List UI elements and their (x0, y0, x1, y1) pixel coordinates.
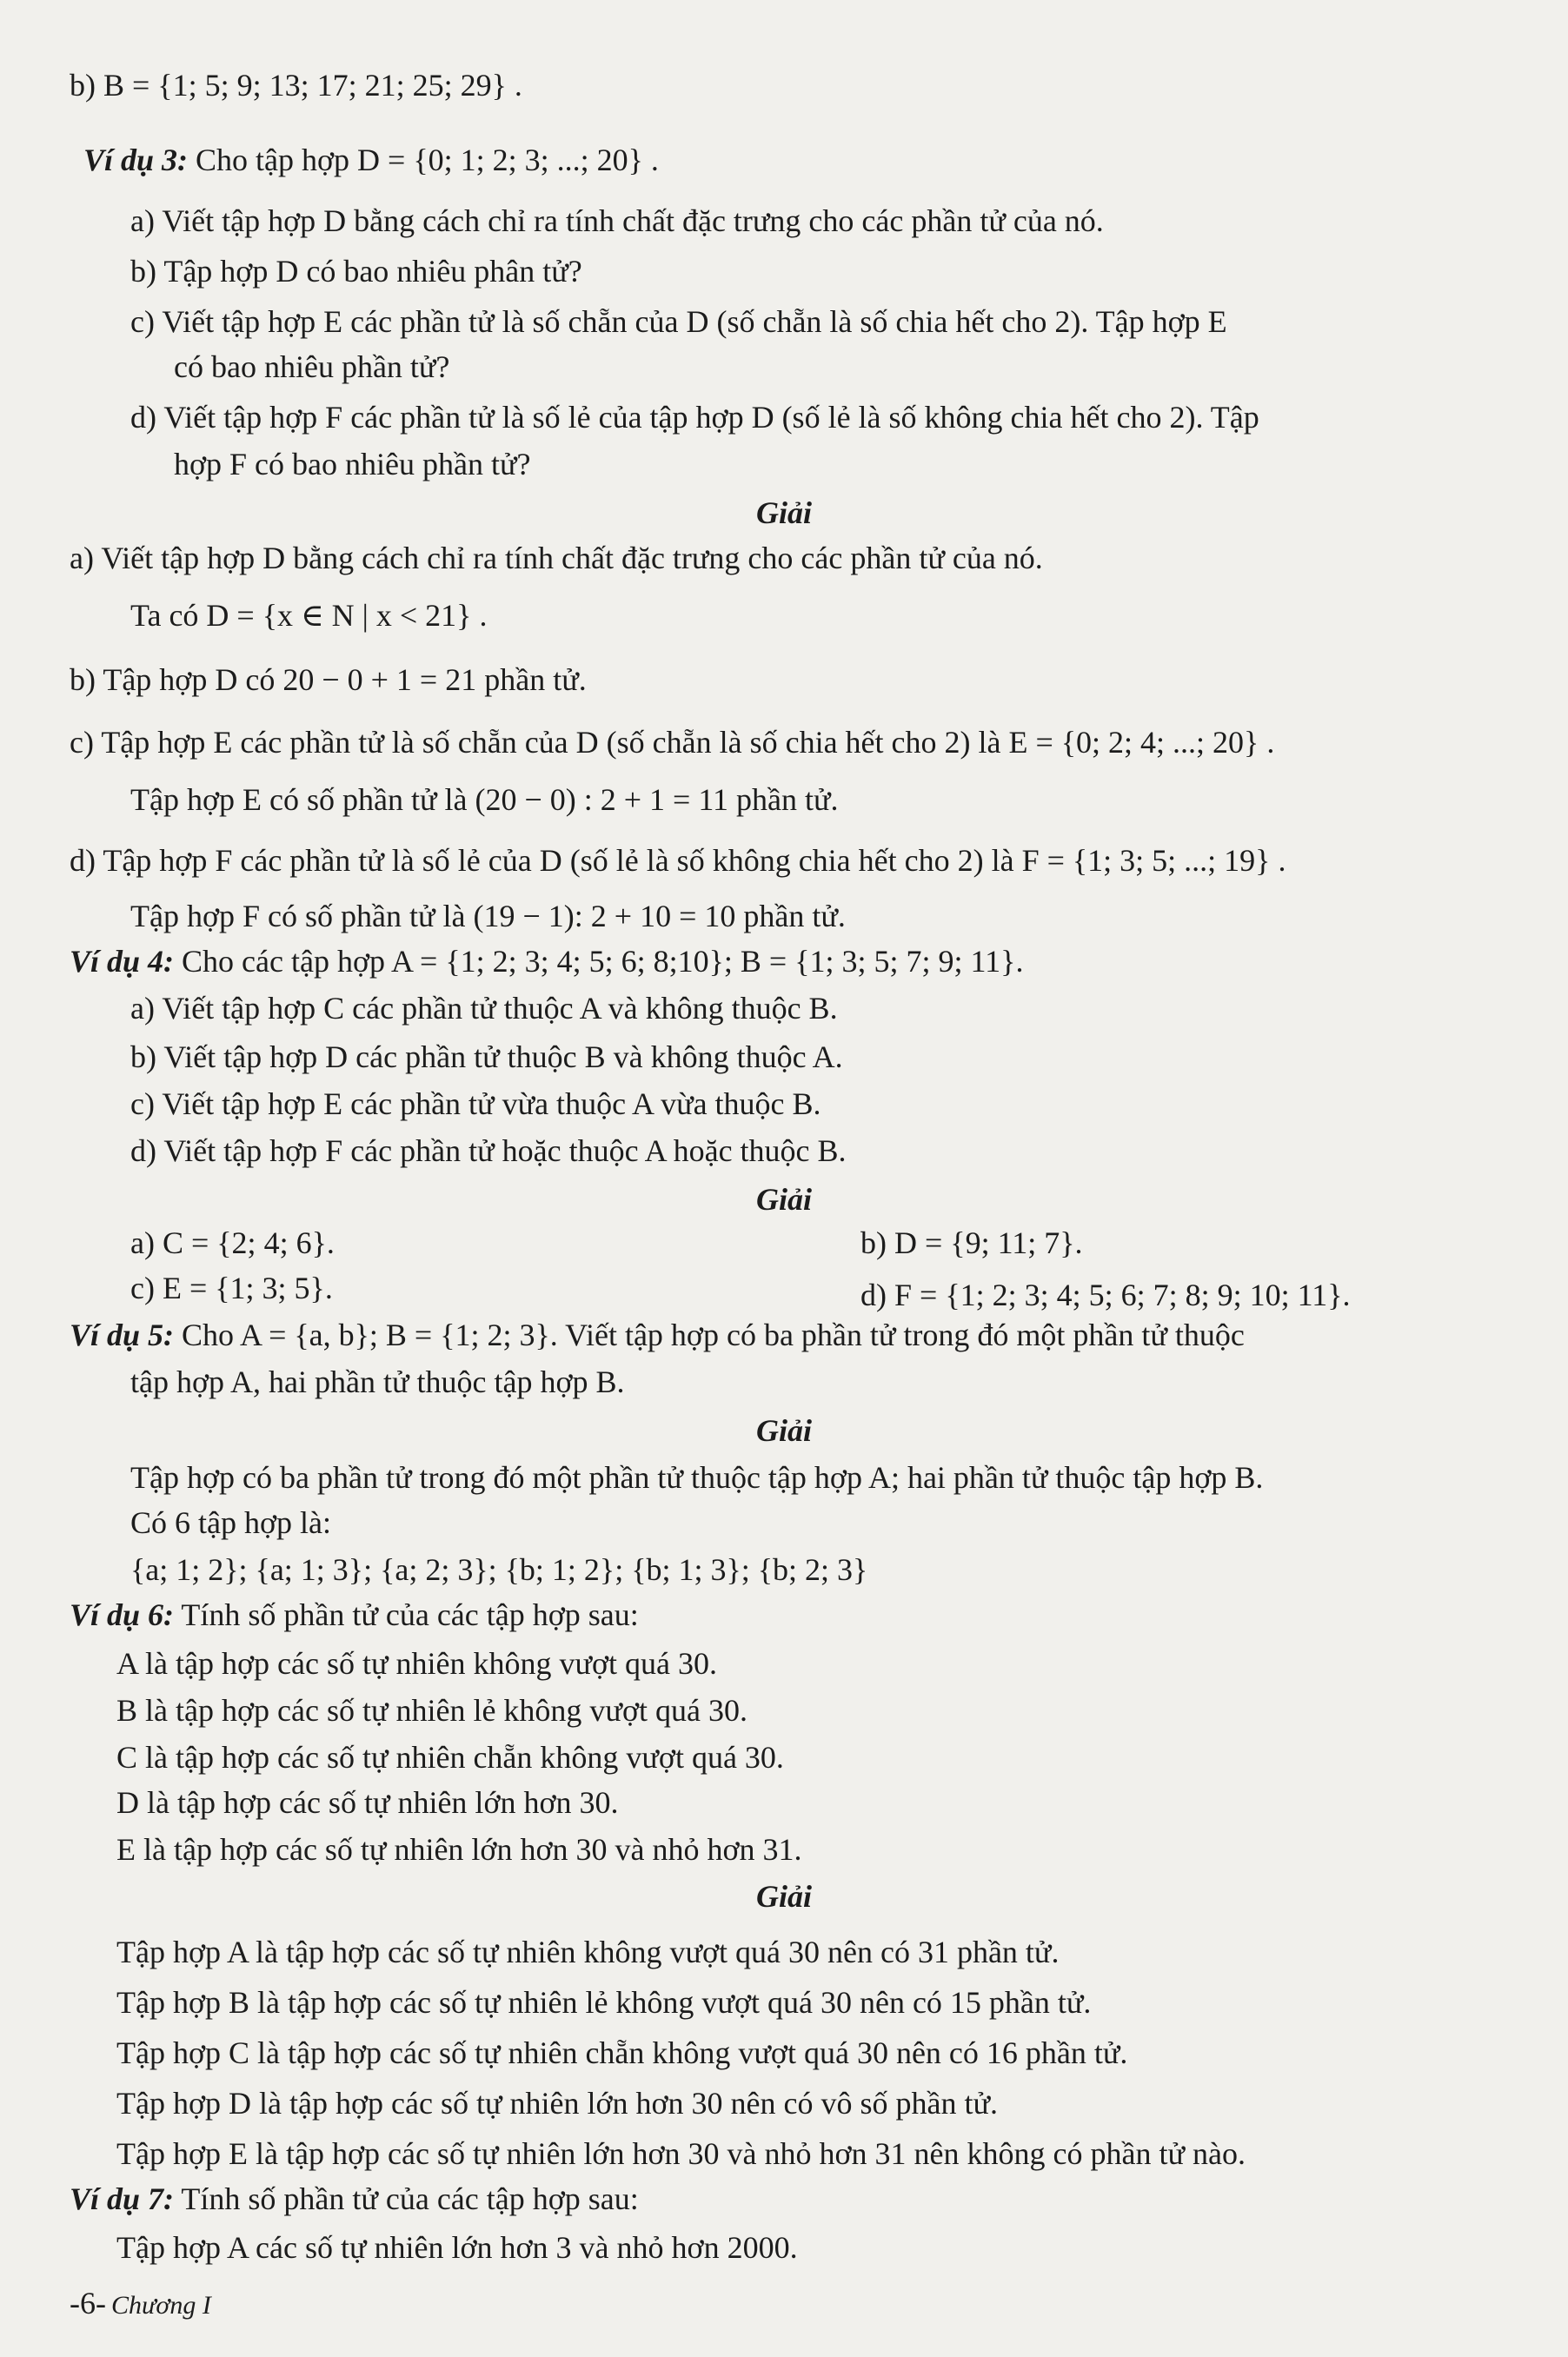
example-label: Ví dụ 6: (70, 1597, 175, 1632)
example-7-heading (70, 2180, 639, 2218)
ex6-solution-c: Tập hợp C là tập hợp các số tự nhiên chẵn không vượt quá 30 nên có 16 phần tử. (116, 2035, 1128, 2070)
example-label: Ví dụ 3: (83, 143, 189, 177)
ex5-solution-sets: {a; 1; 2}; {a; 1; 3}; {a; 2; 3}; {b; 1; 2}; {b; 1; 3}; {b; 2; 3} (130, 1552, 868, 1587)
chapter-label: Chương I (110, 2291, 211, 2320)
ex6-solution-d: Tập hợp D là tập hợp các số tự nhiên lớn hơn 30 nên có vô số phần tử. (116, 2086, 998, 2121)
example-6-heading (70, 1596, 639, 1634)
ex3-solution-c-count: Tập hợp E có số phần tử là (20 − 0) : 2 + 1 = 11 phần tử. (130, 782, 839, 817)
ex4-question-d: d) Viết tập hợp F các phần tử hoặc thuộc A hoặc thuộc B. (130, 1133, 847, 1168)
example-label: Ví dụ 4: (70, 944, 175, 979)
ex7-set-a: Tập hợp A các số tự nhiên lớn hơn 3 và nhỏ hơn 2000. (116, 2230, 798, 2265)
example-text: Cho các tập hợp A = {1; 2; 3; 4; 5; 6; 8;10}; B = {1; 3; 5; 7; 9; 11}. (174, 944, 1024, 979)
ex5-solution-2: Có 6 tập hợp là: (130, 1505, 332, 1540)
example-label: Ví dụ 5: (70, 1318, 175, 1352)
ex4-question-c: c) Viết tập hợp E các phần tử vừa thuộc A vừa thuộc B. (130, 1086, 821, 1121)
ex6-solution-e: Tập hợp E là tập hợp các số tự nhiên lớn hơn 30 và nhỏ hơn 31 nên không có phần tử nào. (116, 2136, 1246, 2171)
ex3-solution-b: b) Tập hợp D có 20 − 0 + 1 = 21 phần tử. (70, 662, 587, 697)
set-b-line: b) B = {1; 5; 9; 13; 17; 21; 25; 29} . (70, 68, 522, 103)
ex3-question-d: d) Viết tập hợp F các phần tử là số lẻ của tập hợp D (số lẻ là số không chia hết cho 2). Tập (130, 400, 1259, 435)
example-text: Cho A = {a, b}; B = {1; 2; 3}. Viết tập hợp có ba phần tử trong đó một phần tử thuộc (174, 1318, 1245, 1352)
ex3-solution-d-count: Tập hợp F có số phần tử là (19 − 1): 2 + 10 = 10 phần tử. (130, 899, 846, 933)
ex6-solution-b: Tập hợp B là tập hợp các số tự nhiên lẻ không vượt quá 30 nên có 15 phần tử. (116, 1985, 1092, 2020)
ex4-question-b: b) Viết tập hợp D các phần tử thuộc B và không thuộc A. (130, 1039, 843, 1074)
example-text: Tính số phần tử của các tập hợp sau: (174, 1597, 639, 1632)
page-footer (70, 2284, 211, 2325)
ex4-answer-c: c) E = {1; 3; 5}. (130, 1271, 333, 1305)
solution-heading: Giải (755, 1182, 812, 1217)
ex3-question-d-cont: hợp F có bao nhiêu phần tử? (174, 447, 531, 481)
ex3-solution-a: a) Viết tập hợp D bằng cách chỉ ra tính chất đặc trưng cho các phần tử của nó. (70, 541, 1043, 575)
ex3-solution-c: c) Tập hợp E các phần tử là số chẵn của D (số chẵn là số chia hết cho 2) là E = {0; 2; 4; ...; 20} . (70, 725, 1275, 760)
ex6-set-a: A là tập hợp các số tự nhiên không vượt quá 30. (116, 1646, 717, 1681)
example-5-heading (70, 1316, 1245, 1354)
solution-heading: Giải (755, 1413, 812, 1448)
ex3-question-c-cont: có bao nhiêu phần tử? (174, 349, 450, 384)
ex4-answer-b: b) D = {9; 11; 7}. (860, 1225, 1083, 1260)
solution-heading: Giải (755, 1879, 812, 1914)
ex6-set-b: B là tập hợp các số tự nhiên lẻ không vượt quá 30. (116, 1693, 747, 1728)
solution-heading: Giải (755, 495, 812, 530)
ex4-answer-a: a) C = {2; 4; 6}. (130, 1225, 335, 1260)
ex3-question-c: c) Viết tập hợp E các phần tử là số chẵn của D (số chẵn là số chia hết cho 2). Tập hợp E (130, 304, 1227, 339)
page-number: -6- (70, 2286, 106, 2320)
ex6-set-c: C là tập hợp các số tự nhiên chẵn không vượt quá 30. (116, 1740, 784, 1775)
example-text: Cho tập hợp D = {0; 1; 2; 3; ...; 20} . (188, 143, 659, 177)
ex3-question-a: a) Viết tập hợp D bằng cách chỉ ra tính chất đặc trưng cho các phần tử của nó. (130, 203, 1104, 238)
ex4-answer-d: d) F = {1; 2; 3; 4; 5; 6; 7; 8; 9; 10; 11}. (860, 1278, 1351, 1312)
ex5-solution-1: Tập hợp có ba phần tử trong đó một phần tử thuộc tập hợp A; hai phần tử thuộc tập hợp B. (130, 1460, 1264, 1495)
ex6-set-d: D là tập hợp các số tự nhiên lớn hơn 30. (116, 1785, 619, 1820)
example-text: Tính số phần tử của các tập hợp sau: (174, 2181, 639, 2216)
example-3-heading (83, 141, 659, 179)
ex3-question-b: b) Tập hợp D có bao nhiêu phân tử? (130, 254, 582, 289)
ex4-question-a: a) Viết tập hợp C các phần tử thuộc A và không thuộc B. (130, 991, 838, 1026)
ex6-set-e: E là tập hợp các số tự nhiên lớn hơn 30 và nhỏ hơn 31. (116, 1832, 802, 1867)
ex5-text-cont: tập hợp A, hai phần tử thuộc tập hợp B. (130, 1364, 625, 1399)
ex3-solution-a-formula: Ta có D = {x ∈ N | x < 21} . (130, 598, 488, 633)
example-4-heading (70, 942, 1023, 980)
ex6-solution-a: Tập hợp A là tập hợp các số tự nhiên không vượt quá 30 nên có 31 phần tử. (116, 1935, 1060, 1969)
ex3-solution-d: d) Tập hợp F các phần tử là số lẻ của D (số lẻ là số không chia hết cho 2) là F = {1; 3; 5; ...; 19} . (70, 843, 1286, 878)
example-label: Ví dụ 7: (70, 2181, 175, 2216)
